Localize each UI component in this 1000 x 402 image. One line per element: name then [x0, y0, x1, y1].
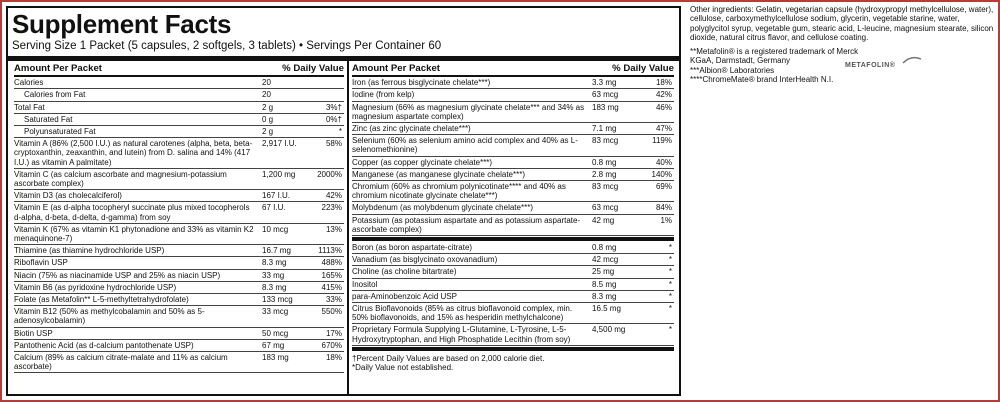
panel-title: Supplement Facts [12, 9, 232, 39]
supplement-facts-panel [6, 6, 681, 396]
nutrient-daily-value: 13% [325, 224, 342, 234]
nutrient-amount: 25 mg [592, 267, 615, 277]
nutrient-name: Selenium (60% as selenium amino acid complex and 40% as L-selenomethionine) [352, 136, 578, 155]
metafolin-logo [845, 53, 925, 69]
nutrient-row [14, 77, 344, 89]
nutrient-daily-value: 140% [651, 169, 672, 179]
nutrient-name: Copper (as copper glycinate chelate***) [352, 157, 493, 167]
nutrient-daily-value: * [668, 291, 672, 301]
nutrient-daily-value: 69% [655, 182, 672, 192]
nutrient-name: Vitamin D3 (as cholecalciferol) [14, 191, 122, 201]
footnote-dv: †Percent Daily Values are based on 2,000 calorie diet. [352, 353, 545, 363]
nutrient-row [352, 215, 674, 236]
nutrient-daily-value: 33% [325, 295, 342, 305]
nutrient-amount: 0.8 mg [592, 243, 617, 253]
nutrient-row [14, 102, 344, 114]
nutrient-row [352, 181, 674, 202]
logo-text: METAFOLIN® [845, 62, 896, 69]
nutrient-row [352, 123, 674, 135]
nutrient-amount: 67 mg [262, 340, 285, 350]
metafolin-logo-icon [845, 53, 925, 69]
nutrient-amount: 20 [262, 78, 271, 88]
amount-header: Amount Per Packet [14, 63, 102, 74]
nutrient-row [352, 266, 674, 278]
nutrient-name: Proprietary Formula Supplying L-Glutamine, L-Tyrosine, L-5-Hydroxytryptophan, and High Phosphatide Lecithin (from soy) [352, 325, 571, 344]
nutrient-name: Thiamine (as thiamine hydrochloride USP) [14, 246, 165, 256]
nutrient-daily-value: * [668, 279, 672, 289]
nutrient-name: Polyunsaturated Fat [24, 127, 96, 137]
nutrient-daily-value: 47% [655, 124, 672, 134]
nutrient-row [14, 257, 344, 269]
nutrient-row [14, 294, 344, 306]
thick-divider [8, 56, 679, 61]
dv-header: % Daily Value [282, 63, 344, 74]
nutrient-name: Vitamin B6 (as pyridoxine hydrochloride USP) [14, 282, 177, 292]
right-header [352, 64, 674, 77]
nutrient-daily-value: 18% [325, 353, 342, 363]
nutrient-amount: 0 g [262, 114, 274, 124]
nutrient-amount: 16.5 mg [592, 304, 621, 314]
nutrient-row [14, 202, 344, 223]
nutrient-row [352, 291, 674, 303]
nutrient-amount: 4,500 mg [592, 325, 626, 335]
trademark-metafolin: **Metafolin® is a registered trademark of Merck KGaA, Darmstadt, Germany [690, 47, 859, 66]
nutrient-row [14, 126, 344, 138]
nutrient-amount: 63 mcg [592, 90, 619, 100]
left-header [14, 64, 344, 77]
left-rows [14, 77, 344, 373]
nutrient-name: Vitamin B12 (50% as methylcobalamin and 50% as 5-adenosylcobalamin) [14, 307, 205, 326]
nutrient-name: Manganese (as manganese glycinate chelate***) [352, 169, 525, 179]
nutrient-daily-value: * [338, 127, 342, 137]
nutrient-amount: 42 mcg [592, 255, 619, 265]
trademark-albion: ***Albion® Laboratories [690, 65, 775, 75]
trademark-chromemate: ****ChromeMate® brand InterHealth N.I. [690, 74, 834, 84]
nutrient-name: Calcium (89% as calcium citrate-malate and 11% as calcium ascorbate) [14, 353, 228, 372]
nutrient-daily-value: 223% [321, 203, 342, 213]
nutrient-row [352, 157, 674, 169]
nutrient-daily-value: 415% [321, 282, 342, 292]
nutrient-name: Vitamin E (as d-alpha tocopheryl succinate plus mixed tocopherols d-alpha, d-beta, d-delta, d-gamma) from soy [14, 203, 250, 222]
nutrient-daily-value: 165% [321, 270, 342, 280]
nutrient-row [14, 114, 344, 126]
nutrient-name: Vitamin C (as calcium ascorbate and magnesium-potassium ascorbate complex) [14, 169, 227, 189]
nutrient-name: Folate (as Metafolin** L-5-methyltetrahydrofolate) [14, 295, 189, 305]
nutrient-name: Total Fat [14, 102, 45, 112]
nutrient-daily-value: 670% [321, 340, 342, 350]
nutrient-daily-value: * [668, 255, 672, 265]
nutrient-amount: 8.3 mg [592, 291, 617, 301]
nutrient-row [352, 169, 674, 181]
nutrient-daily-value: 3%† [325, 102, 342, 112]
nutrient-amount: 42 mg [592, 215, 615, 225]
nutrient-daily-value [308, 90, 344, 99]
nutrient-daily-value: 488% [321, 258, 342, 268]
nutrient-name: Riboflavin USP [14, 258, 68, 268]
nutrient-row [352, 303, 674, 324]
nutrient-amount: 2 g [262, 102, 274, 112]
nutrient-daily-value: 119% [652, 136, 672, 146]
nutrient-amount: 63 mcg [592, 203, 619, 213]
nutrient-name: Magnesium (66% as magnesium glycinate chelate*** and 34% as magnesium aspartate complex) [352, 102, 585, 121]
nutrient-daily-value: 40% [655, 157, 672, 167]
left-column [14, 64, 344, 373]
nutrient-daily-value: * [668, 267, 672, 277]
nutrient-name: Molybdenum (as molybdenum glycinate chelate***) [352, 203, 533, 213]
right-column [352, 64, 674, 372]
nutrient-amount: 8.3 mg [262, 258, 287, 268]
nutrient-name: Calories from Fat [24, 90, 86, 100]
right-rows [352, 77, 674, 236]
nutrient-row [352, 254, 674, 266]
nutrient-row [14, 138, 344, 169]
nutrient-daily-value: * [668, 243, 672, 253]
nutrient-amount: 20 [262, 90, 271, 100]
nutrient-daily-value: 58% [325, 139, 342, 149]
nutrient-row [352, 102, 674, 123]
nutrient-row [14, 270, 344, 282]
nutrient-name: Zinc (as zinc glycinate chelate***) [352, 124, 471, 134]
nutrient-row [352, 89, 674, 101]
nutrient-amount: 10 mcg [262, 224, 289, 234]
nutrient-row [14, 190, 344, 202]
nutrient-name: Vanadium (as bisglycinato oxovanadium) [352, 255, 498, 265]
nutrient-name: Chromium (60% as chromium polynicotinate**** and 40% as chromium nicotinate glycinate chelate***) [352, 182, 566, 201]
nutrient-amount: 3.3 mg [592, 78, 617, 88]
nutrient-amount: 1,200 mg [262, 169, 296, 179]
nutrient-amount: 83 mcg [592, 182, 619, 192]
nutrient-name: Biotin USP [14, 328, 53, 338]
nutrient-row [352, 242, 674, 254]
nutrient-row [352, 202, 674, 214]
nutrient-row [14, 245, 344, 257]
nutrient-amount: 83 mcg [592, 136, 619, 146]
nutrient-daily-value: 46% [655, 102, 672, 112]
nutrient-daily-value: 550% [321, 307, 342, 317]
nutrient-row [14, 328, 344, 340]
thick-separator [352, 347, 674, 351]
nutrient-amount: 33 mg [262, 270, 285, 280]
nutrient-daily-value: 17% [325, 328, 342, 338]
nutrient-name: Vitamin A (86% (2,500 I.U.) as natural carotenes (alpha, beta, beta-cryptoxanthin, zeaxanthin, and lutein) from D. salina and 14% (417 I.U.) as vitamin A palmitate) [14, 139, 253, 167]
nutrient-name: Vitamin K (67% as vitamin K1 phytonadione and 33% as vitamin K2 menaquinone-7) [14, 224, 254, 244]
amount-header: Amount Per Packet [352, 63, 440, 74]
nutrient-name: Citrus Bioflavonoids (85% as citrus bioflavonoid complex, min. 50% bioflavonoids, and 15% as hesperidin methylchalcone) [352, 304, 573, 323]
right-rows-secondary [352, 242, 674, 346]
nutrient-daily-value: 42% [655, 90, 672, 100]
nutrient-name: Choline (as choline bitartrate) [352, 267, 457, 277]
nutrient-row [14, 306, 344, 327]
dv-header: % Daily Value [612, 63, 674, 74]
nutrient-row [352, 77, 674, 89]
nutrient-amount: 16.7 mg [262, 246, 291, 256]
nutrient-daily-value: 0%† [325, 114, 342, 124]
nutrient-name: Potassium (as potassium aspartate and as potassium aspartate-ascorbate complex) [352, 215, 581, 234]
serving-info: Serving Size 1 Packet (5 capsules, 2 softgels, 3 tablets) • Servings Per Container 60 [12, 40, 442, 52]
nutrient-row [352, 135, 674, 156]
nutrient-name: Boron (as boron aspartate-citrate) [352, 243, 473, 253]
nutrient-amount: 2,917 I.U. [262, 139, 297, 149]
nutrient-daily-value: 2000% [317, 169, 342, 179]
nutrient-daily-value: * [668, 304, 672, 314]
nutrient-amount: 7.1 mg [592, 124, 617, 134]
nutrient-name: Iron (as ferrous bisglycinate chelate***) [352, 78, 491, 88]
nutrient-daily-value: 1113% [318, 246, 342, 256]
nutrient-daily-value: 18% [655, 78, 672, 88]
nutrient-row [352, 324, 674, 345]
other-ingredients: Other ingredients: Gelatin, vegetarian capsule (hydroxypropyl methylcellulose, water), cellulose, carboxymethylcellulose sodium, glycerin, vegetable starine, water, polyglycitol syrup, vegetable gum, stearic acid, L-leucine, magnesium stearate, silicon dioxide, natural citrus flavor, and cellulose coating. [690, 5, 994, 42]
nutrient-row [14, 224, 344, 245]
nutrient-amount: 167 I.U. [262, 191, 291, 201]
nutrient-daily-value: 42% [325, 191, 342, 201]
nutrient-name: Saturated Fat [24, 114, 73, 124]
nutrient-row [352, 279, 674, 291]
nutrient-row [14, 89, 344, 101]
nutrient-name: Inositol [352, 279, 378, 289]
nutrient-row [14, 169, 344, 190]
nutrient-amount: 50 mcg [262, 328, 289, 338]
nutrient-row [14, 352, 344, 373]
nutrient-amount: 183 mg [592, 102, 619, 112]
nutrient-name: Pantothenic Acid (as d-calcium pantothenate USP) [14, 340, 194, 350]
nutrient-amount: 8.3 mg [262, 282, 287, 292]
nutrient-name: Niacin (75% as niacinamide USP and 25% as niacin USP) [14, 270, 221, 280]
thick-separator [352, 237, 674, 241]
nutrient-row [14, 340, 344, 352]
trademark-notes [690, 47, 870, 84]
footnotes [352, 354, 674, 372]
nutrient-amount: 133 mcg [262, 295, 293, 305]
nutrient-amount: 33 mcg [262, 307, 289, 317]
nutrient-name: Iodine (from kelp) [352, 90, 415, 100]
nutrient-name: Calories [14, 78, 44, 88]
nutrient-daily-value: 84% [655, 203, 672, 213]
nutrient-amount: 183 mg [262, 353, 289, 363]
nutrient-amount: 67 I.U. [262, 203, 286, 213]
nutrient-amount: 2.8 mg [592, 169, 617, 179]
nutrient-row [14, 282, 344, 294]
nutrient-daily-value: * [668, 325, 672, 335]
column-divider [347, 56, 349, 394]
nutrient-daily-value [308, 78, 344, 87]
footnote-not-established: *Daily Value not established. [352, 363, 454, 373]
nutrient-amount: 8.5 mg [592, 279, 617, 289]
nutrient-amount: 0.8 mg [592, 157, 617, 167]
nutrient-name: para-Aminobenzoic Acid USP [352, 291, 457, 301]
nutrient-amount: 2 g [262, 127, 274, 137]
nutrient-daily-value: 1% [660, 215, 672, 225]
